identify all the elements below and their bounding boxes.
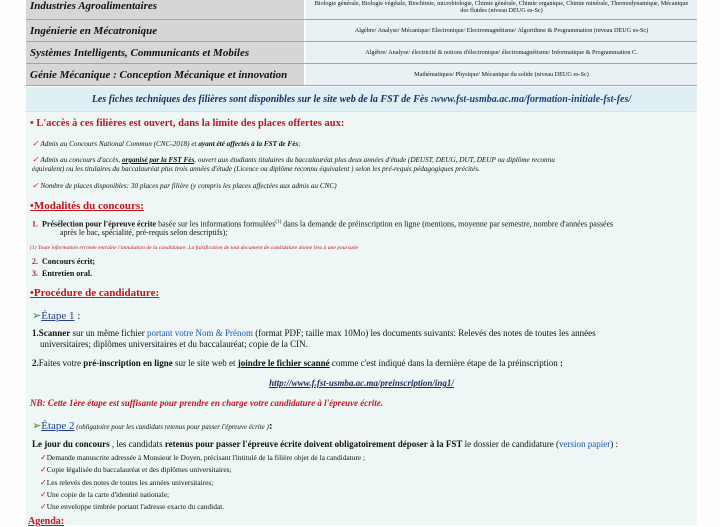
docs-list: [40, 452, 365, 513]
filiere-name: Génie Mécanique : Conception Mécanique et innovation: [26, 64, 306, 85]
etape-2-heading: ➢Étape 2 (obligatoire pour les candidats retenus pour passer l'épreuve écrite ):: [32, 420, 273, 432]
list-item: ✓Une enveloppe timbrée portant l'adresse exacte du candidat.: [40, 502, 225, 512]
filiere-name: Industries Agroalimentaires: [26, 0, 306, 19]
modalite-item-2: 2. Concours écrit;: [32, 257, 96, 266]
bullet-icon: •: [30, 200, 34, 212]
modalites-heading: •Modalités du concours:: [30, 200, 144, 212]
nb-note: NB: Cette 1ère étape est suffisante pour prendre en charge votre candidature à l'épreuve écrite.: [30, 398, 384, 408]
check-icon: ✓: [40, 477, 47, 487]
acces-heading: [30, 118, 344, 129]
filiere-row: [26, 20, 697, 42]
acces-title: L'accès à ces filières est ouvert, dans la limite des places offertes aux:: [36, 118, 345, 129]
main-content: [26, 111, 697, 516]
filiere-prerequis: Mathématiques/ Physique/ Mécanique du solide (niveau DEUG es-Sc): [306, 64, 697, 85]
filieres-table: [26, 0, 697, 86]
arrow-icon: ➢: [32, 420, 42, 432]
acces-item: ✓ Admis au Concours National Commun (CNC-2018) et ayant été affectés à la FST de Fès;: [32, 139, 301, 148]
agenda-heading: Agenda:: [26, 515, 697, 525]
modalite-note: (1) Toute information erronée entraîne l'annulation de la candidature. La falsification de tout document de candidature donne lieu à une poursuite: [30, 245, 359, 251]
filiere-prerequis: Biologie générale, Biologie végétale, Biochimie, microbiologie, Chimie générale, Chimie organique, Chimie minérale, Thermodynamique, Mécanique des fluides (niveau DEUG es-Sc): [306, 0, 697, 19]
acces-item: ✓ Admis au concours d'accès, organisé par la FST Fès, ouvert aux étudiants titulaires du baccalauréat plus deux années d'étude (DEUST, DEUG, DUT, DEUP ou diplôme reconnu: [32, 155, 555, 164]
list-item: ✓Copie légalisée du baccalauréat et des diplômes universitaires;: [40, 465, 232, 475]
list-item: ✓Les relevés des notes de toutes les années universitaires;: [40, 477, 214, 487]
filiere-prerequis: Algèbre/ Analyse/ électricité & notions d'électronique/ électromagnétisme/ Informatique & Programmation C.: [306, 42, 697, 63]
modalite-item-3: 3. Entretien oral.: [32, 269, 93, 278]
filiere-name: Ingénierie en Mécatronique: [26, 20, 306, 41]
list-item: ✓Demande manuscrite adressée à Monsieur le Doyen, précisant l'intitulé de la filière objet de la candidature ;: [40, 453, 366, 462]
bullet-icon: •: [30, 118, 34, 129]
jour-concours: Le jour du concours , les candidats retenus pour passer l'épreuve écrite doivent obligatoirement déposer à la FST le dossier de candidature (version papier) :: [32, 439, 619, 449]
check-icon: ✓: [40, 502, 47, 512]
acces-item: ✓ Nombre de places disponibles: 30 places par filière (y compris les places affectées aux admis au CNC): [32, 181, 337, 190]
list-item: ✓Une copie de la carte d'identité nationale;: [40, 489, 170, 499]
check-icon: ✓: [32, 155, 39, 164]
bullet-icon: •: [30, 287, 34, 299]
modalite-item-1: 1. Présélection pour l'épreuve écrite basée sur les informations formulées$^{(1)}$ dans la demande de préinscription en ligne (mentions, moyenne par semestre, nombre d'années passées: [32, 219, 614, 229]
filiere-row: [26, 0, 697, 20]
filiere-name: Systèmes Intelligents, Communicants et Mobiles: [26, 42, 306, 63]
preinscription-link[interactable]: http://www.f.fst-usmba.ac.ma/preinscription/ing1/: [269, 378, 454, 388]
etape-1-heading: ➢Étape 1 :: [32, 310, 81, 322]
check-icon: ✓: [32, 139, 39, 148]
check-icon: ✓: [32, 181, 39, 190]
info-text: Les fiches techniques des filières sont disponibles sur le site web de la FST de Fès :: [91, 93, 435, 105]
filiere-prerequis: Algèbre/ Analyse/ Mécanique/ Electronique/ Electromagnétisme/ Algorithme & Programmation (niveau DEUG es-Sc): [306, 20, 697, 41]
info-url[interactable]: www.fst-usmba.ac.ma/formation-initiale-fst-fes/: [434, 93, 632, 105]
check-icon: ✓: [40, 453, 47, 462]
filiere-row: [26, 42, 697, 64]
check-icon: ✓: [40, 465, 47, 475]
procedure-heading: •Procédure de candidature:: [30, 287, 160, 299]
modalite-item-1-continued: après le bac, spécialité, pré-requis selon descriptifs);: [60, 228, 228, 237]
acces-item-continued: équivalent) ou les titulaires du baccalauréat plus trois années d'étude (Licence ou diplôme reconnu équivalent ) selon les pré-requis pédagogiques précités.: [32, 165, 480, 173]
filiere-row: [26, 64, 697, 86]
etape-1-step-2: 2.Faites votre pré-inscription en ligne sur le site web et joindre le fichier scanné comme c'est indiqué dans la dernière étape de la préinscription :: [32, 358, 563, 368]
arrow-icon: ➢: [32, 310, 42, 322]
etape-1-step-1: 1.Scanner sur un même fichier portant votre Nom & Prénom (format PDF; taille max 10Mo) les documents suivants: Relevés des notes de toutes les années: [32, 328, 596, 338]
info-band: [26, 87, 697, 111]
check-icon: ✓: [40, 489, 47, 499]
etape-1-step-1-continued: universitaires; diplômes universitaires et du baccalauréat; copie de la CIN.: [40, 339, 308, 349]
preinscription-link-row: [26, 378, 697, 388]
